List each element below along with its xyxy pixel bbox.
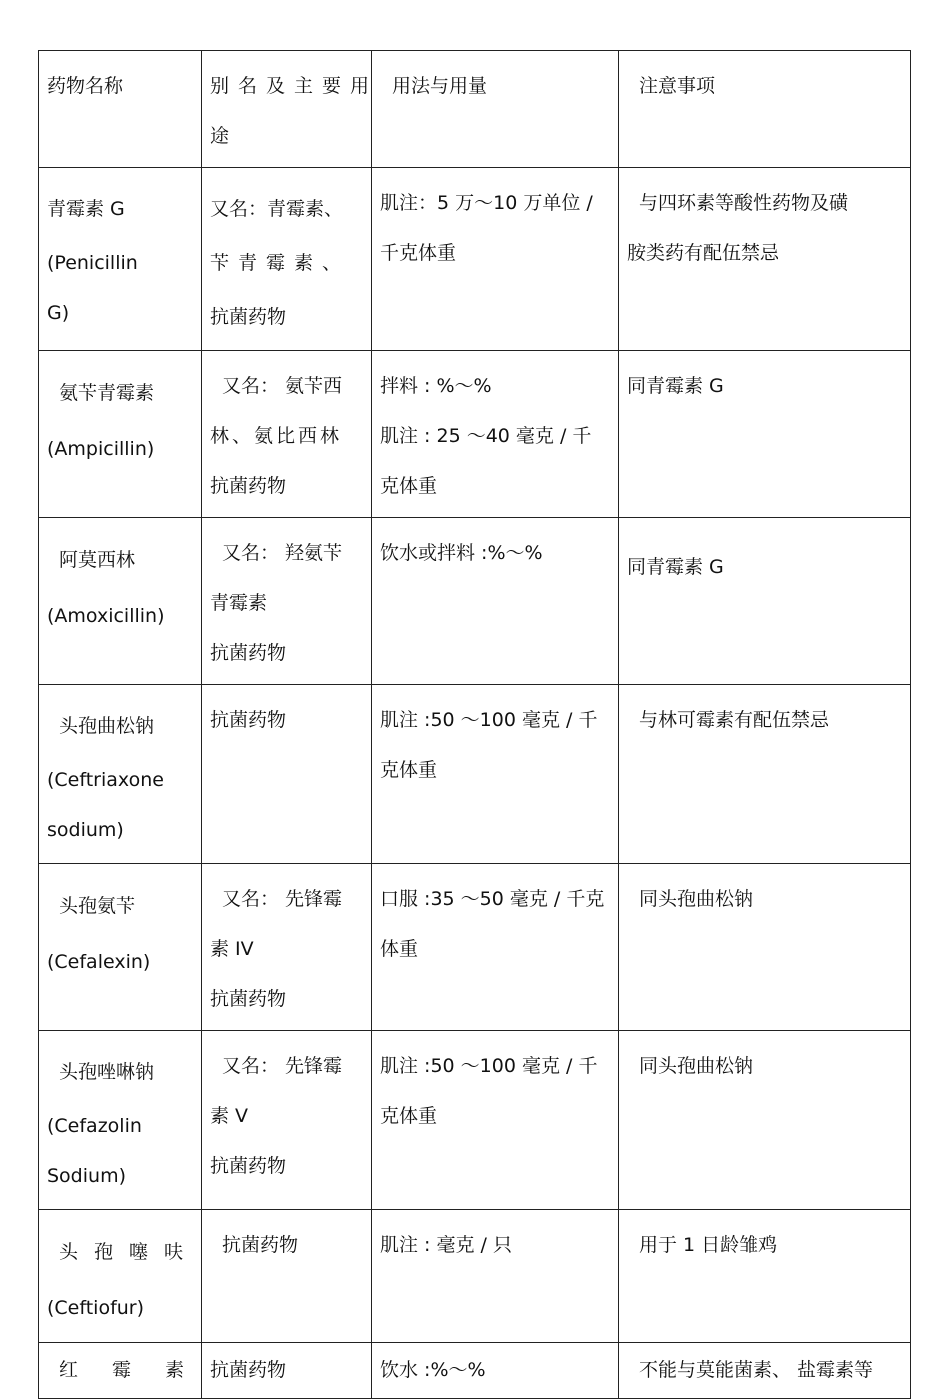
header-alias-usage <box>202 51 379 168</box>
drug-name-cell <box>39 1343 219 1399</box>
header-notes-text: 注意事项 <box>639 75 716 97</box>
dosage-cell <box>372 1210 619 1343</box>
drug-latin-name-cont: sodium) <box>47 819 124 841</box>
alias-line: 又名： 先锋霉 <box>222 888 343 910</box>
drug-latin-name: (Ceftiofur) <box>47 1297 145 1319</box>
table-row <box>39 1031 911 1210</box>
dosage-line: 肌注 :50 ～100 毫克 / 千 <box>380 1055 598 1077</box>
notes-cell <box>619 864 911 1031</box>
drug-name: 头孢噻呋 <box>59 1241 200 1263</box>
alias-line: 青霉素 <box>210 592 268 614</box>
alias-cell <box>202 1343 372 1399</box>
table-row <box>39 1343 911 1399</box>
dosage-cell <box>372 351 619 518</box>
header-notes <box>619 51 911 168</box>
header-alias-line-1: 别名及主要用 <box>210 75 379 97</box>
dosage-line: 肌注 : 毫克 / 只 <box>380 1234 512 1256</box>
drug-name: 青霉素 G <box>47 198 125 220</box>
dosage-cell <box>372 168 619 351</box>
drug-name-cell <box>39 351 202 518</box>
dosage-line: 肌注：5 万～10 万单位 / <box>380 192 593 214</box>
dosage-line: 饮水 :%～% <box>380 1359 486 1381</box>
drug-name: 头孢曲松钠 <box>59 715 155 737</box>
drug-latin-name: (Ampicillin) <box>47 438 155 460</box>
notes-cell <box>619 1343 911 1399</box>
dosage-line: 千克体重 <box>380 242 457 264</box>
dosage-cell <box>372 685 619 864</box>
drug-name: 头孢氨苄 <box>59 895 136 917</box>
alias-line: 又名： 先锋霉 <box>222 1055 343 1077</box>
alias-cell <box>202 168 372 351</box>
drug-name-cell <box>39 685 202 864</box>
drug-latin-name-cont: Sodium) <box>47 1165 126 1187</box>
dosage-line: 克体重 <box>380 1105 438 1127</box>
dosage-line: 拌料 : %～% <box>380 375 492 397</box>
table-row <box>39 518 911 685</box>
drug-latin-name: (Cefazolin <box>47 1115 142 1137</box>
drug-latin-name: (Penicillin <box>47 252 138 274</box>
dosage-cell <box>372 518 619 685</box>
drug-latin-name: (Ceftriaxone <box>47 769 164 791</box>
drug-table <box>38 50 911 1399</box>
alias-line: 又名：青霉素、 <box>210 198 344 220</box>
notes-cell <box>619 351 911 518</box>
drug-name: 红霉素 <box>59 1359 219 1381</box>
usage-category: 抗菌药物 <box>222 1234 299 1256</box>
dosage-line: 口服 :35 ～50 毫克 / 千克 <box>380 888 605 910</box>
drug-latin-name-cont: G) <box>47 302 70 324</box>
alias-cell <box>202 1031 372 1210</box>
usage-category: 抗菌药物 <box>210 988 287 1010</box>
notes-line: 与林可霉素有配伍禁忌 <box>639 709 830 731</box>
alias-line: 苄青霉素、 <box>210 252 351 274</box>
dosage-cell <box>372 864 619 1031</box>
usage-category: 抗菌药物 <box>210 306 287 328</box>
drug-name-cell <box>39 864 202 1031</box>
drug-name-cell <box>39 1210 202 1343</box>
dosage-line: 体重 <box>380 938 419 960</box>
drug-name: 阿莫西林 <box>59 549 136 571</box>
alias-cell <box>202 1210 372 1343</box>
dosage-line: 饮水或拌料 :%～% <box>380 542 543 564</box>
table-header-row <box>39 51 911 168</box>
alias-line: 又名： 羟氨苄 <box>222 542 343 564</box>
alias-line: 又名： 氨苄西 <box>222 375 343 397</box>
notes-cell <box>619 1031 911 1210</box>
table-row <box>39 168 911 351</box>
notes-line: 用于 1 日龄雏鸡 <box>639 1234 778 1256</box>
dosage-cell <box>372 1343 619 1399</box>
usage-category: 抗菌药物 <box>210 709 287 731</box>
drug-name: 氨苄青霉素 <box>59 382 155 404</box>
notes-line: 胺类药有配伍禁忌 <box>627 242 780 264</box>
notes-line: 同青霉素 G <box>627 556 724 578</box>
notes-line: 同头孢曲松钠 <box>639 888 754 910</box>
notes-cell <box>619 685 911 864</box>
header-dosage-text: 用法与用量 <box>392 75 488 97</box>
alias-line: 林、氨比西林 <box>210 425 343 447</box>
notes-cell <box>619 168 911 351</box>
drug-latin-name: (Cefalexin) <box>47 951 151 973</box>
drug-name-cell <box>39 168 202 351</box>
usage-category: 抗菌药物 <box>210 475 287 497</box>
drug-latin-name: (Amoxicillin) <box>47 605 165 627</box>
alias-line: 素 V <box>210 1105 249 1127</box>
drug-name: 头孢唑啉钠 <box>59 1061 155 1083</box>
header-alias-line-2: 途 <box>210 125 230 147</box>
alias-cell <box>202 685 372 864</box>
drug-name-cell <box>39 1031 202 1210</box>
dosage-line: 克体重 <box>380 759 438 781</box>
notes-line: 同头孢曲松钠 <box>639 1055 754 1077</box>
table-row <box>39 1210 911 1343</box>
alias-line: 素 IV <box>210 938 254 960</box>
usage-category: 抗菌药物 <box>210 642 287 664</box>
dosage-cell <box>372 1031 619 1210</box>
header-drug-name <box>39 51 202 168</box>
usage-category: 抗菌药物 <box>210 1155 287 1177</box>
dosage-line: 肌注 :50 ～100 毫克 / 千 <box>380 709 598 731</box>
alias-cell <box>202 351 372 518</box>
usage-category: 抗菌药物 <box>210 1359 287 1381</box>
table-row <box>39 685 911 864</box>
header-dosage <box>372 51 619 168</box>
notes-line: 与四环素等酸性药物及磺 <box>639 192 849 214</box>
dosage-line: 克体重 <box>380 475 438 497</box>
alias-cell <box>202 518 372 685</box>
alias-cell <box>202 864 372 1031</box>
header-drug-name-text: 药物名称 <box>47 75 124 97</box>
notes-line: 同青霉素 G <box>627 375 724 397</box>
dosage-line: 肌注 : 25 ～40 毫克 / 千 <box>380 425 592 447</box>
drug-name-cell <box>39 518 202 685</box>
table-row <box>39 351 911 518</box>
notes-cell <box>619 1210 911 1343</box>
table-row <box>39 864 911 1031</box>
notes-line: 不能与莫能菌素、 盐霉素等 <box>639 1359 874 1381</box>
notes-cell <box>619 518 911 685</box>
